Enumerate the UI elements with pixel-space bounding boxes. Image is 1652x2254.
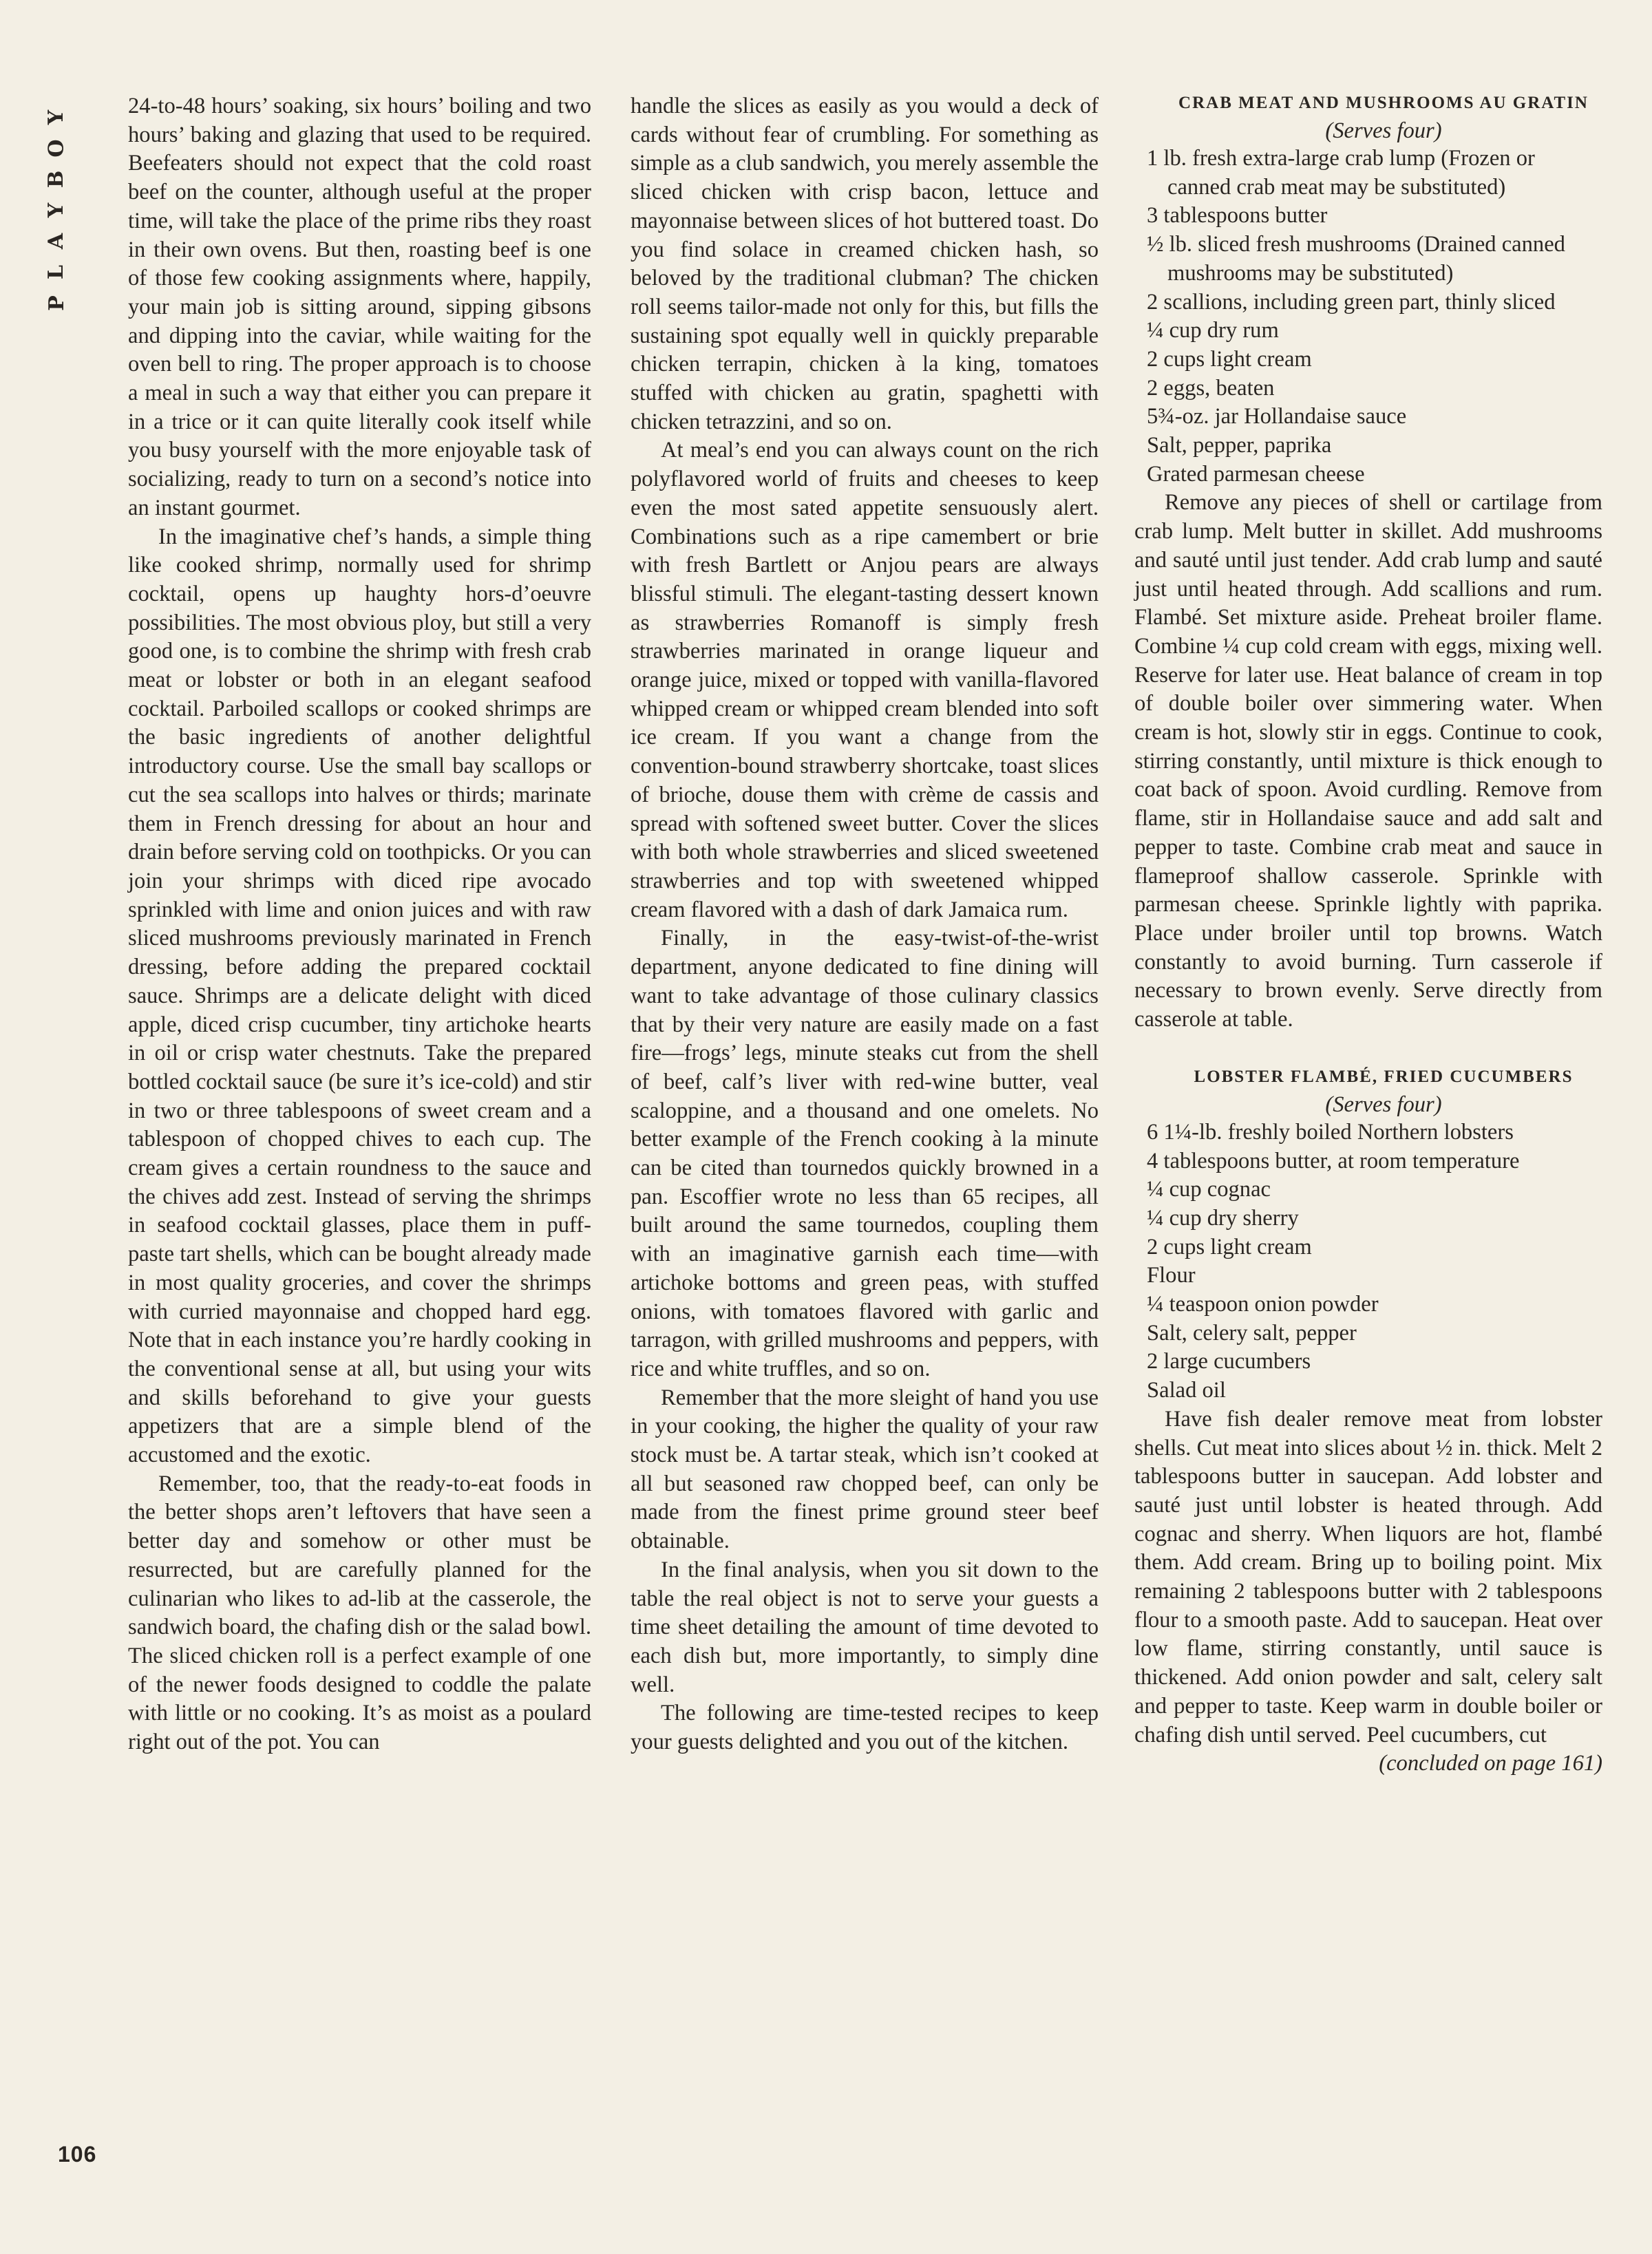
paragraph: The following are time-tested recipes to keep your guests delighted and you out of the kitchen. <box>631 1701 1099 1755</box>
magname-letter: Y <box>44 202 69 218</box>
magname-letter: P <box>44 295 69 311</box>
ingredient: Grated parmesan cheese <box>1147 461 1365 487</box>
paragraph: In the imaginative chef’s hands, a simple thing like cooked shrimp, normally used for shrimp cocktail, opens up haughty hors-d’oeuvre possibilities. The most obvious ploy, but still a very good one, is to combine the shrimp with fresh crab meat or lobster or both in an elegant seafood cocktail. Parboiled scallops or cooked shrimps are the basic ingredients of another delightful introductory course. Use the small bay scallops or cut the sea scallops into halves or thirds; marinate them in French dressing for about an hour and drain before serving cold on toothpicks. Or you can join your shrimps with diced ripe avocado sprinkled with lime and onion juices and with raw sliced mushrooms previously marinated in French dressing, before adding the prepared cocktail sauce. Shrimps are a delicate delight with diced apple, diced crisp cucumber, tiny artichoke hearts in oil or crisp water chestnuts. Take the prepared bottled cocktail sauce (be sure it’s ice-cold) and stir in two or three tablespoons of sweet cream and a tablespoon of chopped chives to each cup. The cream gives a certain roundness to the sauce and the chives add zest. Instead of serving the shrimps in seafood cocktail glasses, place them in puff-paste tart shells, which can be bought already made in most quality groceries, and cover the shrimps with curried mayonnaise and chopped hard egg. Note that in each instance you’re hardly cooking in the conventional sense at all, but using your wits and skills beforehand to give your guests appetizers that are a simple blend of the accustomed and the exotic. <box>128 524 591 1468</box>
recipe-serves: (Serves four) <box>1325 118 1442 143</box>
ingredient: 4 tablespoons butter, at room temperature <box>1147 1148 1520 1173</box>
recipes-column <box>1134 89 1602 1778</box>
ingredient: Salt, celery salt, pepper <box>1147 1320 1357 1346</box>
ingredient: 2 eggs, beaten <box>1147 375 1275 401</box>
recipe-directions: Remove any pieces of shell or cartilage from crab lump. Melt butter in skillet. Add mushrooms and sauté until just tender. Add crab lump and sauté just until heated through. Add scallions and rum. Flambé. Set mixture aside. Preheat broiler flame. Combine ¼ cup cold cream with eggs, mixing well. Reserve for later use. Heat balance of cream in top of double boiler over simmering water. When cream is hot, slowly stir in eggs. Continue to cook, stirring constantly, until mixture is thick enough to coat back of spoon. Avoid curdling. Remove from flame, stir in Hollandaise sauce and add salt and pepper to taste. Combine crab meat and sauce in flameproof shallow casserole. Sprinkle with parmesan cheese. Sprinkle lightly with paprika. Place under broiler until top browns. Watch constantly to avoid burning. Turn casserole if necessary to brown evenly. Serve directly from casserole at table. <box>1134 490 1602 1032</box>
paragraph: In the final analysis, when you sit down to the table the real object is not to serve your guests a time sheet detailing the amount of time devoted to each dish but, more importantly, to simply dine well. <box>631 1557 1099 1697</box>
paragraph: At meal’s end you can always count on the rich polyflavored world of fruits and cheeses to keep even the most sated appetite sensuously alert. Combinations such as a ripe camembert or brie with fresh Bartlett or Anjou pears are always blissful stimuli. The elegant-tasting dessert known as strawberries Romanoff is simply fresh strawberries marinated in orange liqueur and orange juice, mixed or topped with vanilla-flavored whipped cream or whipped cream blended into soft ice cream. If you want a change from the convention-bound strawberry shortcake, toast slices of brioche, douse them with crème de cassis and spread with softened sweet butter. Cover the slices with both whole strawberries and sliced sweetened strawberries and top with sweetened whipped cream flavored with a dash of dark Jamaica rum. <box>631 438 1099 922</box>
paragraph: handle the slices as easily as you would a deck of cards without fear of crumbling. For something as simple as a club sandwich, you merely assemble the sliced chicken with crisp bacon, lettuce and mayonnaise between slices of hot buttered toast. Do you find solace in creamed chicken hash, so beloved by the traditional clubman? The chicken roll seems tailor-made not only for this, but fills the sustaining spot equally well in quickly preparable chicken terrapin, chicken à la king, tomatoes stuffed with chicken au gratin, spaghetti with chicken tetrazzini, and so on. <box>631 94 1099 434</box>
paragraph: Finally, in the easy-twist-of-the-wrist department, anyone dedicated to fine dining will want to take advantage of those culinary classics that by their very nature are easily made on a fast fire—frogs’ legs, minute steaks cut from the shell of beef, calf’s liver with red-wine butter, veal scaloppine, and a thousand and one omelets. No better example of the French cooking à la minute can be cited than tournedos quickly browned in a pan. Escoffier wrote no less than 65 recipes, all built around the same tournedos, coupling them with an imaginative garnish each time—with artichoke bottoms and green peas, with stuffed onions, with tomatoes flavored with garlic and tarragon, with grilled mushrooms and peppers, with rice and white truffles, and so on. <box>631 926 1099 1381</box>
ingredient: 2 cups light cream <box>1147 346 1312 372</box>
recipe-title: CRAB MEAT AND MUSHROOMS AU GRATIN <box>1178 94 1589 112</box>
recipe-crab-meat <box>1134 89 1602 1034</box>
ingredient: Salad oil <box>1147 1378 1226 1403</box>
ingredient: 6 1¼-lb. freshly boiled Northern lobsters <box>1147 1119 1514 1145</box>
ingredient: ¼ cup dry sherry <box>1147 1205 1299 1231</box>
recipe-directions: Have fish dealer remove meat from lobster shells. Cut meat into slices about ½ in. thick. Melt 2 tablespoons butter in saucepan. Add lobster and sauté just until lobster is heated through. Add cognac and sherry. When liquors are hot, flambé them. Add cream. Bring up to boiling point. Mix remaining 2 tablespoons butter with 2 tablespoons flour to a smooth paste. Add to saucepan. Heat over low flame, stirring constantly, until sauce is thickened. Add onion powder and salt, celery salt and pepper to taste. Keep warm in double boiler or chafing dish until served. Peel cucumbers, cut <box>1134 1406 1602 1747</box>
continuation-note: (concluded on page 161) <box>1379 1751 1602 1776</box>
ingredient: ¼ cup cognac <box>1147 1177 1271 1202</box>
magazine-name-vertical <box>37 102 76 319</box>
magname-letter: B <box>44 170 69 189</box>
magname-letter: A <box>44 233 69 250</box>
recipe-lobster-flambe <box>1134 1063 1602 1778</box>
article-column-1 <box>128 92 591 1757</box>
paragraph: Remember, too, that the ready-to-eat foods in the better shops aren’t leftovers that have seen a better day and somehow or other must be resurrected, but are carefully planned for the culinarian who likes to ad-lib at the casserole, the sandwich board, the chafing dish or the salad bowl. The sliced chicken roll is a perfect example of one of the newer foods designed to coddle the palate with little or no cooking. It’s as moist as a poulard right out of the pot. You can <box>128 1471 591 1755</box>
paragraph: Remember that the more sleight of hand you use in your cooking, the higher the quality of your raw stock must be. A tartar steak, which isn’t cooked at all but seasoned raw chopped beef, can only be made from the finest prime ground steer beef obtainable. <box>631 1385 1099 1554</box>
ingredient: 1 lb. fresh extra-large crab lump (Frozen or canned crab meat may be substituted) <box>1147 146 1535 200</box>
ingredient: 2 scallions, including green part, thinly sliced <box>1147 289 1556 315</box>
magname-letter: Y <box>44 109 69 125</box>
ingredient: ¼ cup dry rum <box>1147 318 1279 343</box>
paragraph: 24-to-48 hours’ soaking, six hours’ boiling and two hours’ baking and glazing that used to be required. Beefeaters should not expect that the cold roast beef on the counter, although useful at the proper time, will take the place of the prime ribs they roast in their own ovens. But then, roasting beef is one of those few cooking assignments where, happily, your main job is sitting around, sipping gibsons and dipping into the caviar, while waiting for the oven bell to ring. The proper approach is to choose a meal in such a way that either you can prepare it in a trice or it can quite literally cook itself while you busy yourself with the more enjoyable task of socializing, ready to turn on a second’s notice into an instant gourmet. <box>128 94 591 520</box>
recipe-serves: (Serves four) <box>1325 1092 1442 1117</box>
ingredient: 3 tablespoons butter <box>1147 203 1328 228</box>
ingredient: Salt, pepper, paprika <box>1147 433 1332 458</box>
article-column-2 <box>631 92 1099 1757</box>
magname-letter: L <box>44 264 69 280</box>
ingredient: ½ lb. sliced fresh mushrooms (Drained canned mushrooms may be substituted) <box>1147 232 1565 286</box>
ingredient: 2 large cucumbers <box>1147 1349 1311 1374</box>
ingredient: 5¾-oz. jar Hollandaise sauce <box>1147 404 1407 429</box>
recipe-title: LOBSTER FLAMBÉ, FRIED CUCUMBERS <box>1194 1067 1574 1086</box>
page-number: 106 <box>58 2142 97 2167</box>
ingredient: Flour <box>1147 1263 1196 1288</box>
ingredient: ¼ teaspoon onion powder <box>1147 1292 1379 1317</box>
magname-letter: O <box>44 139 69 158</box>
ingredient: 2 cups light cream <box>1147 1234 1312 1259</box>
